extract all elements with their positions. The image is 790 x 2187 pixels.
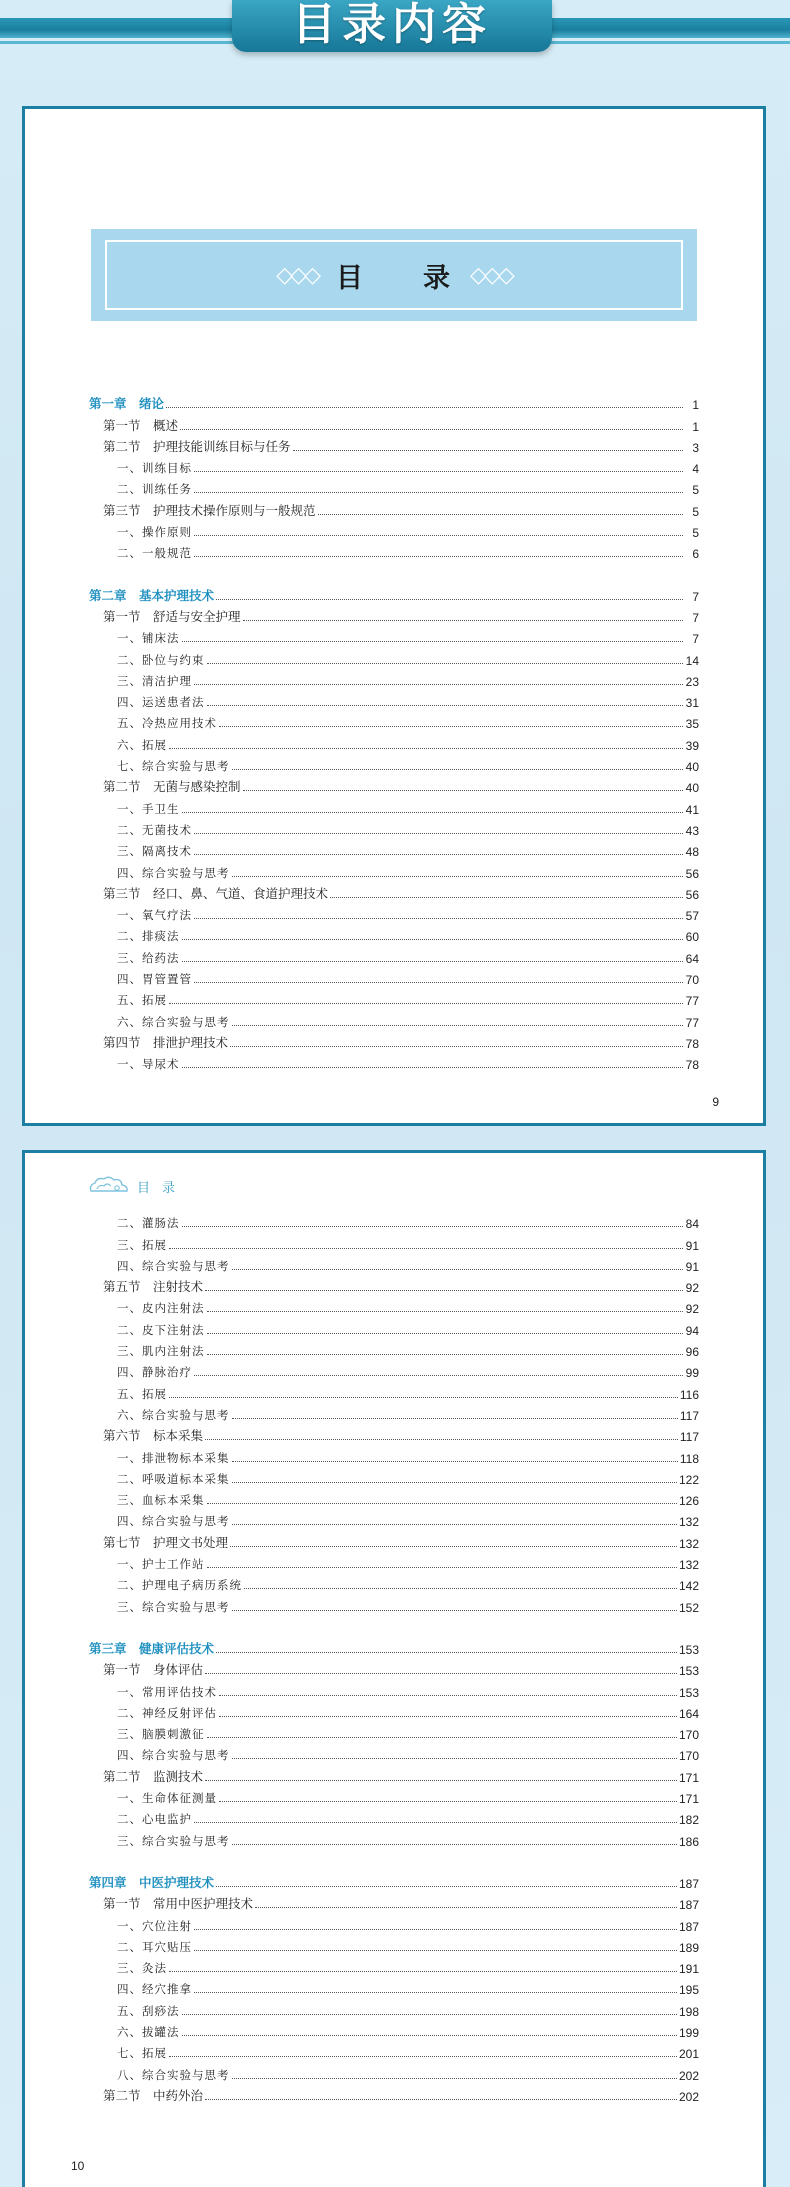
toc-entry-title: 第一章 绪论 [89,396,165,412]
toc-entry-page: 117 [679,1430,699,1445]
toc-entry-title: 四、综合实验与思考 [117,1514,230,1529]
toc-entry-section [89,497,699,518]
dot-leader [194,471,683,472]
dot-leader [255,1907,677,1908]
dot-leader [232,1610,677,1611]
dot-leader [205,1290,683,1291]
dot-leader [169,748,683,749]
toc-entry-item [89,519,699,540]
toc-entry-page: 153 [678,1685,699,1700]
diamond-ornament-icon: ◇◇◇ [470,262,512,288]
toc-entry-title: 第一节 常用中医护理技术 [103,1896,254,1912]
toc-entry-item [89,455,699,476]
toc-entry-title: 第四节 排泄护理技术 [103,1034,229,1050]
toc-entry-title: 四、经穴推拿 [117,1982,192,1997]
toc-entry-page: 116 [679,1387,699,1402]
toc-entry-page: 35 [685,717,699,732]
toc-entry-title: 二、灌肠法 [117,1216,180,1231]
toc-entry-section [89,881,699,902]
toc-entry-page: 132 [678,1515,699,1530]
toc-entry-title: 四、综合实验与思考 [117,1258,230,1273]
toc-entry-title: 一、穴位注射 [117,1918,192,1933]
dot-leader [207,1311,684,1312]
toc-entry-title: 二、呼吸道标本采集 [117,1471,230,1486]
toc-entry-page: 92 [685,1302,699,1317]
diamond-ornament-icon: ◇◇◇ [276,262,318,288]
toc-entry-item [89,1806,699,1827]
toc-entry-page: 186 [678,1834,699,1849]
toc-entry-item [89,1678,699,1699]
toc-page-2 [22,1150,766,2187]
dot-leader [216,1652,677,1653]
dot-leader [330,897,683,898]
toc-entry-page: 92 [685,1281,699,1296]
toc-entry-page: 39 [685,738,699,753]
banner [232,0,552,52]
dot-leader [207,663,684,664]
dot-leader [169,1397,678,1398]
toc-entry-title: 二、护理电子病历系统 [117,1578,242,1593]
cloud-ornament-icon [87,1175,131,1197]
toc-entry-item [89,1253,699,1274]
toc-entry-page: 40 [685,760,699,775]
dot-leader [169,2056,677,2057]
toc-entry-title: 三、肌内注射法 [117,1344,205,1359]
toc-entry-section [89,412,699,433]
toc-entry-item [89,1997,699,2018]
dot-leader [194,1822,677,1823]
toc-entry-page: 187 [678,1919,699,1934]
dot-leader [182,2035,677,2036]
dot-leader [169,1971,677,1972]
toc-entry-title: 第六节 标本采集 [103,1428,204,1444]
toc-entry-page: 126 [678,1494,699,1509]
dot-leader [232,1025,684,1026]
dot-leader [232,1844,677,1845]
toc-entry-title: 三、隔离技术 [117,844,192,859]
toc-entry-section [89,434,699,455]
toc-entry-title: 四、运送患者法 [117,695,205,710]
toc-entry-page: 117 [679,1408,699,1423]
toc-entry-item [89,540,699,561]
dot-leader [293,450,683,451]
dot-leader [232,1461,678,1462]
dot-leader [205,1673,677,1674]
toc-entry-page: 48 [685,845,699,860]
toc-entry-page: 1 [692,398,699,413]
dot-leader [207,1567,677,1568]
toc-entry-title: 三、脑膜刺激征 [117,1727,205,1742]
toc-entry-page: 64 [685,951,699,966]
toc-entry-page: 99 [685,1366,699,1381]
toc-entry-item [89,1934,699,1955]
toc-entry-page: 170 [678,1749,699,1764]
toc-entry-page: 201 [678,2047,699,2062]
toc-entry-page: 198 [678,2004,699,2019]
dot-leader [232,1758,677,1759]
contents-heading-box [91,229,697,321]
dot-leader [180,429,683,430]
toc-entry-title: 六、综合实验与思考 [117,1407,230,1422]
toc-entry-title: 二、神经反射评估 [117,1705,217,1720]
running-head [87,1175,187,1197]
toc-entry-section [89,2083,699,2104]
toc-entry-title: 一、常用评估技术 [117,1684,217,1699]
toc-entry-page: 31 [685,696,699,711]
toc-entry-page: 6 [692,547,699,562]
toc-entry-item [89,1402,699,1423]
toc-entry-page: 43 [685,823,699,838]
toc-entry-section [89,604,699,625]
toc-entry-item [89,1593,699,1614]
toc-entry-item [89,1316,699,1337]
toc-entry-page: 70 [685,973,699,988]
toc-entry-page: 202 [678,2068,699,2083]
dot-leader [194,684,683,685]
dot-leader [318,514,683,515]
toc-entry-item [89,1721,699,1742]
toc-entry-item [89,625,699,646]
dot-leader [194,1375,683,1376]
toc-entry-title: 第二节 监测技术 [103,1768,204,1784]
toc-entry-item [89,1210,699,1231]
toc-entry-page: 152 [678,1600,699,1615]
dot-leader [232,1482,677,1483]
toc-entry-title: 一、导尿术 [117,1057,180,1072]
toc-entry-title: 一、生命体征测量 [117,1791,217,1806]
dot-leader [207,1354,684,1355]
toc-entry-title: 第七节 护理文书处理 [103,1534,229,1550]
toc-entry-title: 第二章 基本护理技术 [89,587,215,603]
toc-entry-title: 二、排痰法 [117,929,180,944]
toc-entry-item [89,923,699,944]
toc-entry-item [89,1466,699,1487]
toc-entry-item [89,1551,699,1572]
toc-entry-title: 二、皮下注射法 [117,1322,205,1337]
toc-entry-page: 60 [685,930,699,945]
dot-leader [194,918,683,919]
toc-entry-page: 202 [678,2089,699,2104]
toc-entry-title: 一、操作原则 [117,525,192,540]
dot-leader [194,833,683,834]
toc-entry-item [89,753,699,774]
toc-entry-page: 57 [685,909,699,924]
toc-entry-page: 189 [678,1940,699,1955]
dot-leader [169,1003,683,1004]
dot-leader [182,1067,684,1068]
toc-entry-page: 153 [678,1664,699,1679]
toc-entry-section [89,774,699,795]
toc-entry-title: 六、拔罐法 [117,2024,180,2039]
toc-entry-section [89,1891,699,1912]
running-head-title: 目录 [137,1180,188,1196]
toc-entry-title: 三、灸法 [117,1961,167,1976]
toc-entry-title: 第五节 注射技术 [103,1279,204,1295]
toc-entry-title: 四、综合实验与思考 [117,865,230,880]
toc-entry-chapter [89,1636,699,1657]
toc-entry-title: 二、心电监护 [117,1812,192,1827]
dot-leader [182,1226,684,1227]
toc-entry-page: 182 [678,1813,699,1828]
dot-leader [219,1695,677,1696]
dot-leader [232,1418,678,1419]
toc-entry-item [89,795,699,816]
toc-entry-title: 第一节 概述 [103,417,179,433]
toc-entry-title: 五、冷热应用技术 [117,716,217,731]
toc-entry-title: 第三节 经口、鼻、气道、食道护理技术 [103,885,329,901]
toc-entry-page: 56 [685,887,699,902]
banner-title: 目录内容 [292,0,492,50]
dot-leader [243,620,683,621]
toc-entry-page: 41 [685,802,699,817]
toc-entry-title: 一、氧气疗法 [117,908,192,923]
toc-entry-page: 14 [685,653,699,668]
toc-entry-title: 一、训练目标 [117,461,192,476]
toc-entry-title: 一、铺床法 [117,631,180,646]
toc-entry-page: 187 [678,1876,699,1891]
toc-entry-page: 164 [678,1706,699,1721]
toc-entry-page: 91 [685,1238,699,1253]
toc-entry-title: 六、综合实验与思考 [117,1014,230,1029]
toc-entry-item [89,966,699,987]
toc-entry-page: 56 [685,866,699,881]
toc-entry-item [89,1380,699,1401]
toc-entry-item [89,1976,699,1997]
dot-leader [194,1950,677,1951]
toc-entry-chapter [89,391,699,412]
toc-entry-item [89,646,699,667]
dot-leader [205,1780,677,1781]
toc-entry-page: 191 [678,1962,699,1977]
toc-entry-section [89,1030,699,1051]
toc-entry-page: 142 [678,1579,699,1594]
dot-leader [232,1524,677,1525]
toc-entry-title: 第二节 护理技能训练目标与任务 [103,438,291,454]
toc-entry-page: 91 [685,1259,699,1274]
dot-leader [219,1716,677,1717]
toc-entry-item [89,1508,699,1529]
dot-leader [207,705,684,706]
toc-entry-item [89,1912,699,1933]
page-number: 9 [712,1095,719,1109]
toc-entry-title: 第三节 护理技术操作原则与一般规范 [103,502,316,518]
dot-leader [230,1546,677,1547]
toc-entry-item [89,1359,699,1380]
toc-entry-item [89,859,699,880]
dot-leader [232,2078,677,2079]
toc-entry-page: 5 [692,504,699,519]
dot-leader [232,769,684,770]
toc-entry-section [89,1529,699,1550]
toc-entry-title: 第二节 无菌与感染控制 [103,779,241,795]
toc-entry-item [89,817,699,838]
toc-entry-page: 171 [678,1770,699,1785]
toc-entry-title: 五、拓展 [117,993,167,1008]
toc-entry-title: 三、拓展 [117,1237,167,1252]
dot-leader [182,939,684,940]
toc-entry-item [89,731,699,752]
dot-leader [230,1046,683,1047]
toc-entry-title: 二、卧位与约束 [117,652,205,667]
toc-entry-page: 3 [692,440,699,455]
dot-leader [205,1439,678,1440]
toc-entry-title: 八、综合实验与思考 [117,2067,230,2082]
toc-entry-page: 171 [678,1792,699,1807]
toc-entry-section [89,1763,699,1784]
toc-entry-item [89,1295,699,1316]
toc-entry-title: 三、清洁护理 [117,673,192,688]
toc-list [89,391,699,1072]
toc-entry-title: 一、排泄物标本采集 [117,1450,230,1465]
toc-entry-page: 5 [692,526,699,541]
dot-leader [207,1737,677,1738]
toc-entry-chapter [89,1870,699,1891]
toc-entry-page: 40 [685,781,699,796]
toc-entry-item [89,838,699,859]
toc-entry-title: 三、血标本采集 [117,1493,205,1508]
dot-leader [182,961,684,962]
toc-entry-title: 四、综合实验与思考 [117,1748,230,1763]
toc-entry-title: 第一节 身体评估 [103,1662,204,1678]
dot-leader [219,1801,677,1802]
toc-entry-title: 七、拓展 [117,2046,167,2061]
toc-entry-page: 153 [678,1642,699,1657]
toc-entry-item [89,987,699,1008]
dot-leader [194,556,683,557]
toc-entry-item [89,1008,699,1029]
toc-entry-page: 23 [685,674,699,689]
dot-leader [232,876,684,877]
toc-entry-page: 118 [679,1451,699,1466]
page-number: 10 [71,2159,85,2173]
dot-leader [244,1588,677,1589]
toc-entry-title: 三、综合实验与思考 [117,1599,230,1614]
toc-entry-title: 一、手卫生 [117,801,180,816]
toc-entry-page: 7 [692,632,699,647]
toc-entry-item [89,476,699,497]
toc-entry-title: 五、刮痧法 [117,2003,180,2018]
toc-entry-item [89,1827,699,1848]
toc-entry-page: 7 [692,610,699,625]
dot-leader [219,726,683,727]
toc-entry-item [89,944,699,965]
toc-entry-title: 三、给药法 [117,950,180,965]
toc-entry-page: 170 [678,1728,699,1743]
toc-entry-title: 四、静脉治疗 [117,1365,192,1380]
toc-entry-title: 二、一般规范 [117,546,192,561]
toc-entry-page: 187 [678,1898,699,1913]
toc-entry-page: 78 [685,1058,699,1073]
dot-leader [182,641,684,642]
dot-leader [207,1503,677,1504]
toc-entry-title: 五、拓展 [117,1386,167,1401]
toc-page-1 [22,106,766,1126]
toc-entry-item [89,902,699,923]
toc-entry-page: 77 [685,994,699,1009]
toc-entry-page: 4 [692,462,699,477]
toc-entry-title: 四、胃管置管 [117,972,192,987]
toc-entry-item [89,1231,699,1252]
toc-entry-item [89,2040,699,2061]
dot-leader [169,1248,683,1249]
toc-entry-page: 7 [692,589,699,604]
toc-entry-title: 二、无菌技术 [117,822,192,837]
toc-entry-item [89,689,699,710]
toc-entry-page: 5 [692,483,699,498]
toc-entry-item [89,1742,699,1763]
dot-leader [205,2099,677,2100]
toc-list [89,1210,699,2104]
toc-entry-page: 1 [692,419,699,434]
toc-entry-title: 一、皮内注射法 [117,1301,205,1316]
toc-entry-item [89,2061,699,2082]
toc-entry-page: 132 [678,1536,699,1551]
toc-entry-title: 第一节 舒适与安全护理 [103,608,241,624]
toc-entry-title: 第二节 中药外治 [103,2087,204,2103]
toc-entry-title: 三、综合实验与思考 [117,1833,230,1848]
toc-entry-page: 195 [678,1983,699,1998]
dot-leader [216,599,683,600]
dot-leader [194,535,683,536]
toc-entry-page: 132 [678,1558,699,1573]
toc-entry-item [89,1051,699,1072]
dot-leader [182,812,684,813]
dot-leader [194,982,683,983]
dot-leader [194,1992,677,1993]
toc-entry-page: 199 [678,2025,699,2040]
dot-leader [243,790,683,791]
toc-entry-page: 96 [685,1345,699,1360]
toc-entry-item [89,1338,699,1359]
toc-entry-page: 84 [685,1217,699,1232]
dot-leader [207,1333,684,1334]
toc-entry-title: 七、综合实验与思考 [117,759,230,774]
toc-entry-chapter [89,582,699,603]
toc-entry-title: 第四章 中医护理技术 [89,1874,215,1890]
toc-entry-item [89,1955,699,1976]
dot-leader [182,2014,677,2015]
dot-leader [194,492,683,493]
toc-entry-item [89,2019,699,2040]
toc-entry-title: 六、拓展 [117,737,167,752]
toc-entry-page: 78 [685,1036,699,1051]
toc-entry-page: 94 [685,1323,699,1338]
dot-leader [166,407,683,408]
toc-entry-section [89,1657,699,1678]
dot-leader [232,1269,684,1270]
toc-entry-section [89,1274,699,1295]
toc-entry-page: 122 [678,1472,699,1487]
toc-entry-item [89,1785,699,1806]
contents-heading: 目 录 [336,262,452,294]
toc-entry-title: 二、耳穴贴压 [117,1939,192,1954]
dot-leader [216,1886,677,1887]
toc-entry-page: 77 [685,1015,699,1030]
toc-entry-item [89,668,699,689]
toc-entry-title: 一、护士工作站 [117,1557,205,1572]
dot-leader [194,1929,677,1930]
toc-entry-item [89,710,699,731]
toc-entry-title: 第三章 健康评估技术 [89,1640,215,1656]
toc-entry-section [89,1423,699,1444]
toc-entry-item [89,1700,699,1721]
toc-entry-title: 二、训练任务 [117,482,192,497]
dot-leader [194,854,683,855]
toc-entry-item [89,1487,699,1508]
toc-entry-item [89,1572,699,1593]
toc-entry-item [89,1444,699,1465]
